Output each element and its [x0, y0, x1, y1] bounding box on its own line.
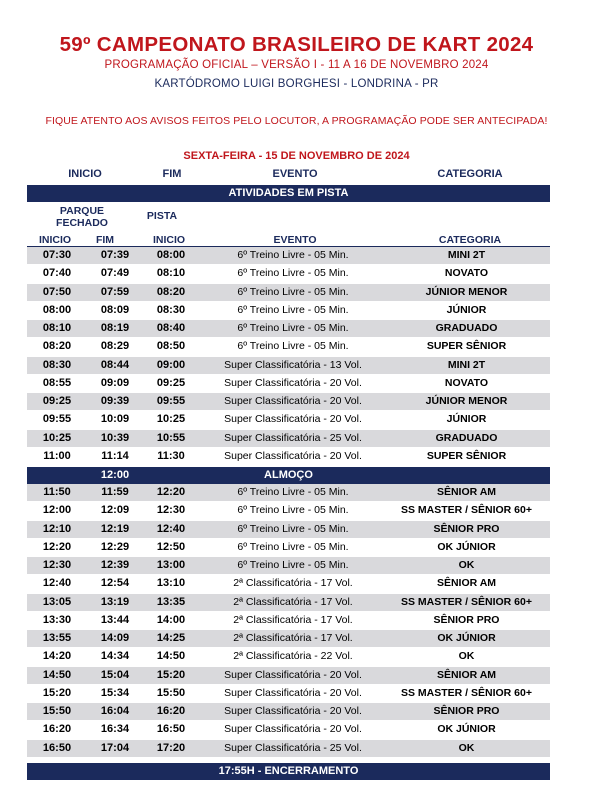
cell-evento: 6º Treino Livre - 05 Min.	[237, 540, 349, 553]
cell-inicio: 16:20	[42, 723, 72, 736]
section-title-bar: ATIVIDADES EM PISTA	[27, 185, 550, 202]
cell-evento: Super Classificatória - 25 Vol.	[224, 741, 362, 754]
cell-categoria: NOVATO	[444, 376, 489, 389]
cell-fim: 17:04	[100, 741, 130, 754]
cell-pista-inicio: 17:20	[156, 741, 186, 754]
cell-pista-inicio: 08:50	[156, 340, 186, 353]
cell-evento: 6º Treino Livre - 05 Min.	[237, 522, 349, 535]
cell-fim: 10:09	[100, 413, 130, 426]
cell-categoria: SÊNIOR AM	[436, 486, 497, 498]
cell-categoria: OK	[458, 650, 475, 663]
cell-fim: 08:09	[100, 303, 130, 316]
table-row	[27, 411, 550, 429]
cell-categoria: SUPER SÊNIOR	[426, 449, 507, 462]
table-row	[27, 721, 550, 739]
cell-categoria: JÚNIOR	[446, 303, 487, 316]
column-header-inicio: INICIO	[68, 168, 102, 180]
cell-categoria: SÊNIOR AM	[436, 668, 497, 681]
column-header-fim: FIM	[162, 168, 182, 180]
cell-inicio: 12:10	[42, 522, 72, 535]
cell-evento: 2ª Classificatória - 17 Vol.	[233, 613, 353, 626]
cell-evento: Super Classificatória - 20 Vol.	[224, 376, 362, 389]
cell-categoria: GRADUADO	[435, 322, 498, 334]
table-row	[27, 247, 550, 265]
table-row	[27, 594, 550, 612]
cell-fim: 07:39	[100, 249, 130, 261]
cell-pista-inicio: 10:25	[156, 413, 186, 426]
cell-evento: 6º Treino Livre - 05 Min.	[237, 249, 349, 261]
cell-evento: Super Classificatória - 20 Vol.	[224, 668, 362, 681]
cell-fim: 11:59	[101, 486, 129, 498]
cell-inicio: 14:20	[42, 650, 72, 663]
table-row	[27, 430, 550, 448]
cell-inicio: 10:25	[42, 431, 72, 444]
subheader-inicio: INICIO	[38, 234, 72, 246]
cell-pista-inicio: 12:20	[156, 486, 186, 498]
cell-inicio: 09:55	[42, 413, 72, 426]
cell-pista-inicio: 13:35	[156, 595, 186, 608]
cell-inicio: 13:55	[42, 632, 72, 644]
cell-fim: 11:14	[101, 449, 129, 462]
cell-evento: 6º Treino Livre - 05 Min.	[237, 504, 349, 517]
table-row	[27, 302, 550, 320]
cell-inicio: 07:30	[42, 249, 72, 261]
venue-label: KARTÓDROMO LUIGI BORGHESI - LONDRINA - PR	[154, 78, 439, 90]
cell-categoria: MINI 2T	[447, 358, 486, 371]
cell-categoria: JÚNIOR	[446, 413, 487, 426]
subheader-pista: PISTA	[146, 210, 178, 222]
cell-evento: Super Classificatória - 20 Vol.	[224, 449, 362, 462]
cell-categoria: SÊNIOR AM	[436, 577, 497, 590]
cell-fim: 12:09	[100, 504, 130, 517]
cell-categoria: OK	[458, 559, 475, 571]
cell-pista-inicio: 12:40	[156, 522, 186, 535]
table-row	[27, 740, 550, 758]
cell-evento: Super Classificatória - 20 Vol.	[224, 686, 362, 699]
subheader-fim: FIM	[95, 234, 115, 246]
cell-fim: 10:39	[100, 431, 130, 444]
cell-evento: 6º Treino Livre - 05 Min.	[237, 322, 349, 334]
cell-evento: Super Classificatória - 20 Vol.	[224, 723, 362, 736]
cell-fim: 07:59	[100, 285, 130, 298]
table-row	[27, 557, 550, 575]
schedule-table-morning	[27, 247, 550, 466]
column-header-evento: EVENTO	[272, 168, 318, 180]
cell-categoria: SÊNIOR PRO	[433, 705, 500, 717]
cell-evento: 6º Treino Livre - 05 Min.	[237, 303, 349, 316]
cell-evento: Super Classificatória - 20 Vol.	[224, 413, 362, 426]
cell-fim: 14:09	[100, 632, 130, 644]
cell-inicio: 08:20	[42, 340, 72, 353]
table-row	[27, 502, 550, 520]
cell-evento: 6º Treino Livre - 05 Min.	[237, 267, 349, 280]
cell-fim: 16:04	[100, 705, 130, 717]
cell-inicio: 15:50	[42, 705, 72, 717]
table-row	[27, 539, 550, 557]
subheader-categoria: CATEGORIA	[438, 234, 502, 246]
cell-categoria: OK JÚNIOR	[437, 632, 496, 644]
cell-inicio: 09:25	[42, 395, 72, 407]
cell-pista-inicio: 09:55	[156, 395, 186, 407]
table-row	[27, 375, 550, 393]
table-row	[27, 265, 550, 283]
cell-evento: Super Classificatória - 13 Vol.	[224, 358, 362, 371]
cell-evento: 2ª Classificatória - 22 Vol.	[233, 650, 353, 663]
cell-categoria: SS MASTER / SÊNIOR 60+	[401, 504, 532, 517]
cell-fim: 08:29	[100, 340, 130, 353]
cell-inicio: 12:30	[42, 559, 72, 571]
table-row	[27, 667, 550, 685]
cell-evento: 2ª Classificatória - 17 Vol.	[233, 595, 353, 608]
table-row	[27, 448, 550, 466]
cell-evento: 6º Treino Livre - 05 Min.	[237, 285, 349, 298]
lunch-bar	[27, 467, 550, 484]
cell-categoria: SUPER SÊNIOR	[426, 340, 507, 353]
cell-inicio: 08:00	[42, 303, 72, 316]
table-row	[27, 320, 550, 338]
cell-categoria: OK	[458, 741, 475, 754]
notice-text: FIQUE ATENTO AOS AVISOS FEITOS PELO LOCUTOR, A PROGRAMAÇÃO PODE SER ANTECIPADA!	[45, 115, 548, 127]
cell-inicio: 13:30	[42, 613, 72, 626]
cell-pista-inicio: 12:50	[156, 540, 186, 553]
cell-pista-inicio: 16:20	[156, 705, 186, 717]
cell-pista-inicio: 10:55	[156, 431, 186, 444]
cell-pista-inicio: 13:10	[156, 577, 186, 590]
cell-inicio: 16:50	[42, 741, 72, 754]
table-row	[27, 521, 550, 539]
cell-fim: 09:09	[100, 376, 130, 389]
cell-pista-inicio: 09:25	[156, 376, 186, 389]
cell-pista-inicio: 14:00	[156, 613, 186, 626]
cell-categoria: JÚNIOR MENOR	[425, 395, 508, 407]
cell-inicio: 12:40	[42, 577, 72, 590]
cell-evento: Super Classificatória - 25 Vol.	[224, 431, 362, 444]
cell-categoria: SS MASTER / SÊNIOR 60+	[401, 595, 532, 608]
column-header-categoria: CATEGORIA	[437, 168, 503, 180]
cell-evento: Super Classificatória - 20 Vol.	[224, 705, 362, 717]
cell-inicio: 15:20	[42, 686, 72, 699]
cell-inicio: 08:30	[42, 358, 72, 371]
cell-fim: 09:39	[100, 395, 130, 407]
cell-inicio: 14:50	[42, 668, 72, 681]
cell-categoria: JÚNIOR MENOR	[425, 285, 508, 298]
cell-pista-inicio: 14:25	[156, 632, 186, 644]
page-subtitle: PROGRAMAÇÃO OFICIAL – VERSÃO I - 11 A 16 DE NOVEMBRO 2024	[104, 59, 489, 71]
table-row	[27, 630, 550, 648]
lunch-time: 12:00	[100, 469, 130, 481]
cell-pista-inicio: 08:10	[156, 267, 186, 280]
day-label: SEXTA-FEIRA - 15 DE NOVEMBRO DE 2024	[183, 150, 410, 162]
subheader-pista-inicio: INICIO	[152, 234, 186, 246]
cell-inicio: 11:00	[43, 449, 71, 462]
cell-evento: Super Classificatória - 20 Vol.	[224, 395, 362, 407]
cell-evento: 2ª Classificatória - 17 Vol.	[233, 632, 353, 644]
cell-fim: 15:04	[100, 668, 130, 681]
cell-inicio: 07:50	[42, 285, 72, 298]
cell-pista-inicio: 16:50	[156, 723, 186, 736]
table-row	[27, 612, 550, 630]
schedule-table-afternoon	[27, 484, 550, 758]
closing-bar: 17:55H - ENCERRAMENTO	[27, 763, 550, 780]
cell-categoria: SS MASTER / SÊNIOR 60+	[401, 686, 532, 699]
table-row	[27, 393, 550, 411]
cell-pista-inicio: 11:30	[157, 449, 185, 462]
cell-fim: 08:19	[100, 322, 130, 334]
cell-categoria: NOVATO	[444, 267, 489, 280]
cell-evento: 6º Treino Livre - 05 Min.	[237, 486, 349, 498]
cell-pista-inicio: 08:40	[156, 322, 186, 334]
cell-pista-inicio: 15:50	[156, 686, 186, 699]
cell-categoria: OK JÚNIOR	[437, 540, 496, 553]
table-row	[27, 357, 550, 375]
cell-fim: 12:29	[100, 540, 130, 553]
table-row	[27, 703, 550, 721]
cell-fim: 08:44	[100, 358, 130, 371]
cell-inicio: 08:55	[42, 376, 72, 389]
cell-fim: 07:49	[100, 267, 130, 280]
cell-pista-inicio: 13:00	[156, 559, 186, 571]
table-row	[27, 575, 550, 593]
cell-fim: 13:19	[100, 595, 130, 608]
page-title: 59º CAMPEONATO BRASILEIRO DE KART 2024	[59, 33, 534, 56]
cell-pista-inicio: 14:50	[156, 650, 186, 663]
cell-fim: 16:34	[100, 723, 130, 736]
lunch-label: ALMOÇO	[264, 469, 313, 481]
cell-fim: 12:54	[100, 577, 130, 590]
cell-fim: 13:44	[100, 613, 130, 626]
cell-pista-inicio: 08:00	[156, 249, 186, 261]
table-row	[27, 685, 550, 703]
cell-pista-inicio: 15:20	[156, 668, 186, 681]
table-row	[27, 648, 550, 666]
cell-categoria: MINI 2T	[447, 249, 486, 261]
cell-fim: 12:39	[100, 559, 130, 571]
cell-evento: 6º Treino Livre - 05 Min.	[237, 559, 349, 571]
cell-categoria: SÊNIOR PRO	[433, 613, 500, 626]
cell-inicio: 12:00	[42, 504, 72, 517]
cell-categoria: GRADUADO	[435, 431, 498, 444]
cell-fim: 15:34	[100, 686, 130, 699]
cell-inicio: 07:40	[42, 267, 72, 280]
cell-evento: 2ª Classificatória - 17 Vol.	[233, 577, 353, 590]
cell-pista-inicio: 08:20	[156, 285, 186, 298]
table-row	[27, 284, 550, 302]
cell-evento: 6º Treino Livre - 05 Min.	[237, 340, 349, 353]
cell-pista-inicio: 12:30	[156, 504, 186, 517]
cell-inicio: 12:20	[42, 540, 72, 553]
cell-inicio: 11:50	[43, 486, 71, 498]
cell-inicio: 13:05	[42, 595, 72, 608]
cell-fim: 14:34	[100, 650, 130, 663]
table-row	[27, 484, 550, 502]
cell-pista-inicio: 08:30	[156, 303, 186, 316]
cell-inicio: 08:10	[42, 322, 72, 334]
subheader-evento: EVENTO	[273, 234, 317, 246]
table-row	[27, 338, 550, 356]
cell-categoria: SÊNIOR PRO	[433, 522, 500, 535]
cell-pista-inicio: 09:00	[156, 358, 186, 371]
subheader-parque-fechado: PARQUE FECHADO	[56, 205, 108, 229]
cell-categoria: OK JÚNIOR	[437, 723, 496, 736]
cell-fim: 12:19	[100, 522, 130, 535]
